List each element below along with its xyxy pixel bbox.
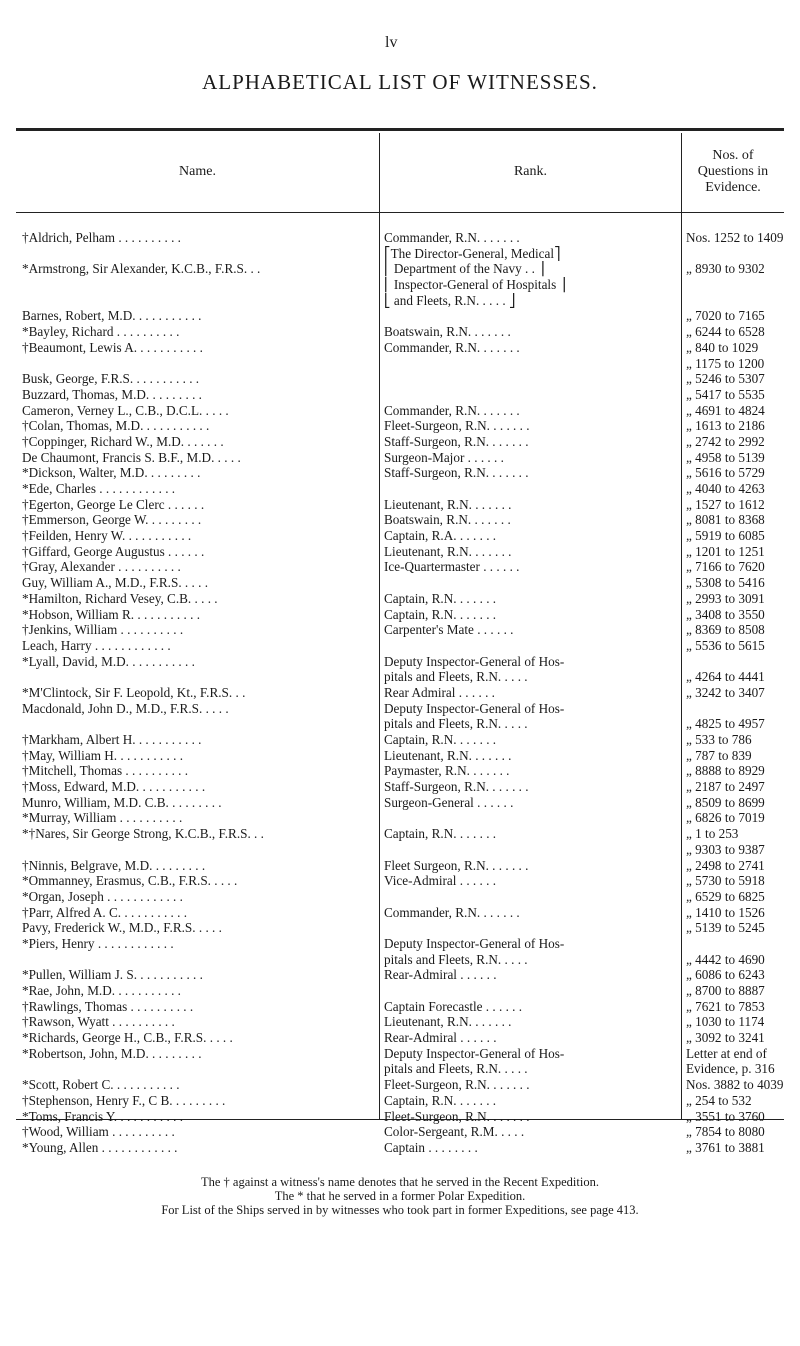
witness-name: Munro, William, M.D. C.B. . . . . . . . .: [22, 794, 222, 810]
table-row: [0, 607, 800, 623]
witness-name: *Scott, Robert C. . . . . . . . . . .: [22, 1077, 180, 1093]
question-numbers: Nos. 1252 to 1409: [686, 230, 784, 245]
witness-rank: Boatswain, R.N. . . . . . .: [384, 512, 511, 528]
page-title: ALPHABETICAL LIST OF WITNESSES.: [202, 70, 598, 94]
question-numbers: „ 2187 to 2497: [686, 779, 765, 795]
table-row: [0, 308, 800, 324]
witness-name: †Parr, Alfred A. C. . . . . . . . . . .: [22, 904, 188, 920]
question-numbers: „ 4442 to 4690: [686, 951, 765, 967]
table-row: [0, 1109, 800, 1125]
table-row: [0, 795, 800, 811]
witness-name: Guy, William A., M.D., F.R.S. . . . .: [22, 575, 208, 591]
witness-rank: Captain, R.N. . . . . . .: [384, 1092, 497, 1108]
question-numbers: „ 8369 to 8508: [686, 622, 765, 638]
witness-name: *Piers, Henry . . . . . . . . . . . .: [22, 935, 174, 951]
witness-rank: Lieutenant, R.N. . . . . . .: [384, 543, 512, 559]
witness-rank: Fleet-Surgeon, R.N. . . . . . .: [384, 1077, 530, 1093]
question-numbers: „ 8888 to 8929: [686, 763, 765, 779]
header-nos-line-1: Nos. of: [712, 148, 754, 163]
footnote-dagger: The † against a witness's name denotes that he served in the Recent Expedition.: [201, 1175, 599, 1189]
witness-name: †Beaumont, Lewis A. . . . . . . . . . .: [22, 339, 203, 355]
table-row: [0, 559, 800, 575]
witness-name: †Jenkins, William . . . . . . . . . .: [22, 622, 184, 638]
witness-rank: Captain . . . . . . . .: [384, 1139, 478, 1155]
question-numbers: Letter at end of: [686, 1045, 767, 1061]
question-numbers: „ 2498 to 2741: [686, 857, 765, 873]
table-row: [0, 481, 800, 497]
table-row: [0, 810, 800, 826]
question-numbers: „ 254 to 532: [686, 1092, 752, 1108]
witness-name: †Mitchell, Thomas . . . . . . . . . .: [22, 763, 189, 779]
question-numbers: „ 3761 to 3881: [686, 1139, 765, 1155]
witness-name: †Rawlings, Thomas . . . . . . . . . .: [22, 998, 194, 1014]
witness-name: †Emmerson, George W. . . . . . . . .: [22, 512, 202, 528]
header-rank: Rank.: [513, 164, 548, 179]
table-row: [0, 999, 800, 1015]
table-row: [0, 465, 800, 481]
table-row: [0, 685, 800, 701]
question-numbers: „ 6826 to 7019: [686, 810, 765, 826]
question-numbers: „ 3408 to 3550: [686, 606, 765, 622]
table-row: [0, 889, 800, 905]
table-row: [0, 1093, 800, 1109]
question-numbers: „ 7166 to 7620: [686, 559, 765, 575]
witness-name: Cameron, Verney L., C.B., D.C.L. . . . .: [22, 402, 229, 418]
witness-name: *Armstrong, Sir Alexander, K.C.B., F.R.S. . .: [22, 261, 261, 277]
table-row: [0, 450, 800, 466]
witness-rank: Staff-Surgeon, R.N. . . . . . .: [384, 433, 529, 449]
footnote-ships: For List of the Ships served in by witnesses who took part in former Expeditions, see page 413.: [161, 1203, 639, 1217]
question-numbers: „ 1 to 253: [686, 826, 739, 842]
question-numbers: „ 7854 to 8080: [686, 1124, 765, 1140]
question-numbers: „ 1201 to 1251: [686, 543, 765, 559]
question-numbers: „ 5417 to 5535: [686, 386, 765, 402]
witness-name: *Pullen, William J. S. . . . . . . . . . .: [22, 967, 203, 983]
witness-rank: Captain, R.A. . . . . . .: [384, 528, 497, 544]
table-row: [0, 1046, 800, 1062]
witness-name: †Coppinger, Richard W., M.D. . . . . . .: [22, 433, 224, 449]
witness-rank: Vice-Admiral . . . . . .: [384, 873, 497, 889]
witness-name: *Hamilton, Richard Vesey, C.B. . . . .: [22, 590, 218, 606]
witness-rank: Fleet-Surgeon, R.N. . . . . . .: [384, 418, 530, 434]
witness-rank: Deputy Inspector-General of Hos-: [384, 935, 565, 951]
table-row: [0, 952, 800, 968]
witness-rank: pitals and Fleets, R.N. . . . .: [384, 1061, 528, 1077]
table-row: [0, 277, 800, 293]
witness-name: †Feilden, Henry W. . . . . . . . . . .: [22, 528, 192, 544]
witness-rank: Fleet Surgeon, R.N. . . . . . .: [384, 857, 529, 873]
table-row: [0, 371, 800, 387]
footnote-star: The * that he served in a former Polar Expedition.: [274, 1189, 526, 1203]
witness-rank: ⎢ Inspector-General of Hospitals ⎥: [384, 277, 567, 293]
witness-name: *Robertson, John, M.D. . . . . . . . .: [22, 1045, 202, 1061]
witness-name: De Chaumont, Francis S. B.F., M.D. . . . .: [22, 449, 241, 465]
question-numbers: „ 3551 to 3760: [686, 1108, 765, 1124]
header-nos-line-3: Evidence.: [705, 180, 761, 195]
witness-rank: Captain, R.N. . . . . . .: [384, 590, 497, 606]
witness-name: *Toms, Francis Y. . . . . . . . . . .: [22, 1108, 183, 1124]
table-row: [0, 324, 800, 340]
witness-rank: Rear-Admiral . . . . . .: [384, 1030, 497, 1046]
header-nos: [682, 148, 784, 196]
table-row: [0, 1140, 800, 1156]
page-number: lv: [385, 34, 398, 51]
witness-rank: ⎣ and Fleets, R.N. . . . . ⎦: [384, 292, 516, 308]
table-row: [0, 512, 800, 528]
witness-rank: Fleet-Surgeon, R.N. . . . . . .: [384, 1108, 530, 1124]
table-row: [0, 936, 800, 952]
question-numbers: „ 1030 to 1174: [686, 1014, 765, 1030]
table-row: [0, 701, 800, 717]
witness-name: *Hobson, William R. . . . . . . . . . .: [22, 606, 200, 622]
table-row: [0, 497, 800, 513]
question-numbers: „ 8081 to 8368: [686, 512, 765, 528]
witness-name: †Egerton, George Le Clerc . . . . . .: [22, 496, 205, 512]
question-numbers: „ 2742 to 2992: [686, 433, 765, 449]
witness-name: *Young, Allen . . . . . . . . . . . .: [22, 1139, 178, 1155]
witness-rank: Color-Sergeant, R.M. . . . .: [384, 1124, 525, 1140]
question-numbers: „ 4040 to 4263: [686, 481, 765, 496]
table-row: [0, 842, 800, 858]
table-row: [0, 1014, 800, 1030]
table-row: [0, 732, 800, 748]
table-row: [0, 826, 800, 842]
table-row: [0, 1124, 800, 1140]
question-numbers: „ 6086 to 6243: [686, 967, 765, 983]
table-row: [0, 387, 800, 403]
witness-name: Buzzard, Thomas, M.D. . . . . . . . .: [22, 386, 202, 402]
witness-name: *Dickson, Walter, M.D. . . . . . . . .: [22, 465, 201, 481]
header-name: Name.: [179, 164, 216, 179]
witness-name: *†Nares, Sir George Strong, K.C.B., F.R.S. . .: [22, 826, 264, 842]
table-row: [0, 748, 800, 764]
question-numbers: „ 5308 to 5416: [686, 575, 765, 591]
table-row: [0, 418, 800, 434]
table-row: [0, 591, 800, 607]
witness-name: †Stephenson, Henry F., C B. . . . . . . . .: [22, 1092, 226, 1108]
witness-rank: pitals and Fleets, R.N. . . . .: [384, 669, 528, 685]
witness-name: †May, William H. . . . . . . . . . .: [22, 747, 184, 763]
witness-rank: Lieutenant, R.N. . . . . . .: [384, 496, 512, 512]
table-row: [0, 669, 800, 685]
witness-name: *Organ, Joseph . . . . . . . . . . . .: [22, 888, 183, 904]
question-numbers: „ 8700 to 8887: [686, 983, 765, 998]
witness-name: Pavy, Frederick W., M.D., F.R.S. . . . .: [22, 920, 222, 936]
witness-rank: Captain Forecastle . . . . . .: [384, 998, 523, 1014]
witness-name: *Ede, Charles . . . . . . . . . . . .: [22, 481, 176, 496]
witness-rank: pitals and Fleets, R.N. . . . .: [384, 716, 528, 732]
witness-name: †Ninnis, Belgrave, M.D. . . . . . . . .: [22, 857, 206, 873]
witness-list: [0, 230, 800, 1156]
table-row: [0, 403, 800, 419]
table-row: [0, 622, 800, 638]
table-row: [0, 905, 800, 921]
question-numbers: „ 5730 to 5918: [686, 873, 765, 889]
question-numbers: „ 4691 to 4824: [686, 402, 765, 418]
question-numbers: „ 6529 to 6825: [686, 888, 765, 904]
table-row: [0, 716, 800, 732]
witness-rank: Rear Admiral . . . . . .: [384, 684, 495, 700]
question-numbers: Nos. 3882 to 4039: [686, 1077, 784, 1093]
table-row: [0, 340, 800, 356]
witness-rank: Deputy Inspector-General of Hos-: [384, 700, 565, 716]
question-numbers: „ 1613 to 2186: [686, 418, 765, 434]
witness-name: *Richards, George H., C.B., F.R.S. . . . .: [22, 1030, 233, 1046]
table-row: [0, 230, 800, 246]
witness-name: *Bayley, Richard . . . . . . . . . .: [22, 324, 180, 340]
witness-name: *Ommanney, Erasmus, C.B., F.R.S. . . . .: [22, 873, 238, 889]
header-rule: [16, 212, 784, 213]
witness-name: †Moss, Edward, M.D. . . . . . . . . . .: [22, 779, 206, 795]
witness-rank: ⎢ Department of the Navy . . ⎥: [384, 261, 545, 277]
question-numbers: „ 3242 to 3407: [686, 684, 765, 700]
table-row: [0, 356, 800, 372]
table-row: [0, 873, 800, 889]
witness-name: *Lyall, David, M.D. . . . . . . . . . .: [22, 653, 195, 669]
witness-rank: Captain, R.N. . . . . . .: [384, 732, 497, 747]
table-row: [0, 1030, 800, 1046]
question-numbers: „ 6244 to 6528: [686, 324, 765, 340]
header-nos-line-2: Questions in: [697, 164, 769, 179]
question-numbers: „ 8930 to 9302: [686, 261, 765, 277]
question-numbers: „ 533 to 786: [686, 732, 752, 747]
witness-name: †Colan, Thomas, M.D. . . . . . . . . . .: [22, 418, 210, 434]
question-numbers: „ 7621 to 7853: [686, 998, 765, 1014]
witness-rank: Surgeon-Major . . . . . .: [384, 449, 504, 465]
witness-rank: Surgeon-General . . . . . .: [384, 794, 514, 810]
table-row: [0, 763, 800, 779]
witness-rank: Carpenter's Mate . . . . . .: [384, 622, 514, 638]
table-row: [0, 920, 800, 936]
witness-name: †Rawson, Wyatt . . . . . . . . . .: [22, 1014, 175, 1030]
question-numbers: „ 5919 to 6085: [686, 528, 765, 544]
table-row: [0, 1061, 800, 1077]
witness-name: †Giffard, George Augustus . . . . . .: [22, 543, 205, 559]
witness-rank: Ice-Quartermaster . . . . . .: [384, 559, 520, 575]
witness-rank: Captain, R.N. . . . . . .: [384, 606, 497, 622]
witness-rank: Commander, R.N. . . . . . .: [384, 230, 520, 245]
table-row: [0, 544, 800, 560]
footnotes: [0, 1175, 800, 1217]
table-row: [0, 1077, 800, 1093]
question-numbers: „ 8509 to 8699: [686, 794, 765, 810]
witness-rank: Staff-Surgeon, R.N. . . . . . .: [384, 465, 529, 481]
question-numbers: „ 3092 to 3241: [686, 1030, 765, 1046]
table-row: [0, 528, 800, 544]
witness-rank: Staff-Surgeon, R.N. . . . . . .: [384, 779, 529, 795]
witness-name: *M'Clintock, Sir F. Leopold, Kt., F.R.S. . .: [22, 684, 246, 700]
question-numbers: „ 9303 to 9387: [686, 841, 765, 857]
table-row: [0, 575, 800, 591]
question-numbers: „ 4264 to 4441: [686, 669, 765, 685]
witness-rank: ⎡The Director-General, Medical⎤: [384, 245, 561, 261]
question-numbers: „ 1410 to 1526: [686, 904, 765, 920]
witness-rank: Commander, R.N. . . . . . .: [384, 904, 520, 920]
question-numbers: „ 5246 to 5307: [686, 371, 765, 387]
question-numbers: „ 1175 to 1200: [686, 355, 765, 371]
witness-rank: Paymaster, R.N. . . . . . .: [384, 763, 510, 779]
witness-rank: pitals and Fleets, R.N. . . . .: [384, 951, 528, 967]
witness-name: *Murray, William . . . . . . . . . .: [22, 810, 183, 826]
witness-name: Leach, Harry . . . . . . . . . . . .: [22, 637, 171, 653]
witness-name: Barnes, Robert, M.D. . . . . . . . . . .: [22, 308, 202, 324]
question-numbers: „ 5616 to 5729: [686, 465, 765, 481]
table-row: [0, 638, 800, 654]
question-numbers: „ 2993 to 3091: [686, 590, 765, 606]
witness-rank: Deputy Inspector-General of Hos-: [384, 653, 565, 669]
question-numbers: Evidence, p. 316: [686, 1061, 775, 1077]
question-numbers: „ 5536 to 5615: [686, 637, 765, 653]
question-numbers: „ 840 to 1029: [686, 339, 759, 355]
witness-name: Busk, George, F.R.S. . . . . . . . . . .: [22, 371, 200, 387]
witness-rank: Deputy Inspector-General of Hos-: [384, 1045, 565, 1061]
table-row: [0, 293, 800, 309]
question-numbers: „ 4825 to 4957: [686, 716, 765, 732]
witness-rank: Lieutenant, R.N. . . . . . .: [384, 747, 512, 763]
table-row: [0, 858, 800, 874]
question-numbers: „ 1527 to 1612: [686, 496, 765, 512]
question-numbers: „ 787 to 839: [686, 747, 752, 763]
table-row: [0, 983, 800, 999]
witness-name: *Rae, John, M.D. . . . . . . . . . .: [22, 983, 181, 998]
witness-rank: Commander, R.N. . . . . . .: [384, 339, 520, 355]
table-row: [0, 779, 800, 795]
witness-name: †Aldrich, Pelham . . . . . . . . . .: [22, 230, 181, 245]
witness-name: †Markham, Albert H. . . . . . . . . . .: [22, 732, 202, 747]
witness-name: Macdonald, John D., M.D., F.R.S. . . . .: [22, 700, 229, 716]
question-numbers: „ 5139 to 5245: [686, 920, 765, 936]
witness-name: †Gray, Alexander . . . . . . . . . .: [22, 559, 181, 575]
table-row: [0, 967, 800, 983]
witness-name: †Wood, William . . . . . . . . . .: [22, 1124, 175, 1140]
witness-rank: Captain, R.N. . . . . . .: [384, 826, 497, 842]
witness-rank: Rear-Admiral . . . . . .: [384, 967, 497, 983]
table-row: [0, 654, 800, 670]
question-numbers: „ 4958 to 5139: [686, 449, 765, 465]
table-row: [0, 246, 800, 262]
top-rule: [16, 128, 784, 131]
question-numbers: „ 7020 to 7165: [686, 308, 765, 324]
witness-rank: Commander, R.N. . . . . . .: [384, 402, 520, 418]
witness-rank: Lieutenant, R.N. . . . . . .: [384, 1014, 512, 1030]
table-row: [0, 434, 800, 450]
table-row: [0, 261, 800, 277]
witness-rank: Boatswain, R.N. . . . . . .: [384, 324, 511, 340]
